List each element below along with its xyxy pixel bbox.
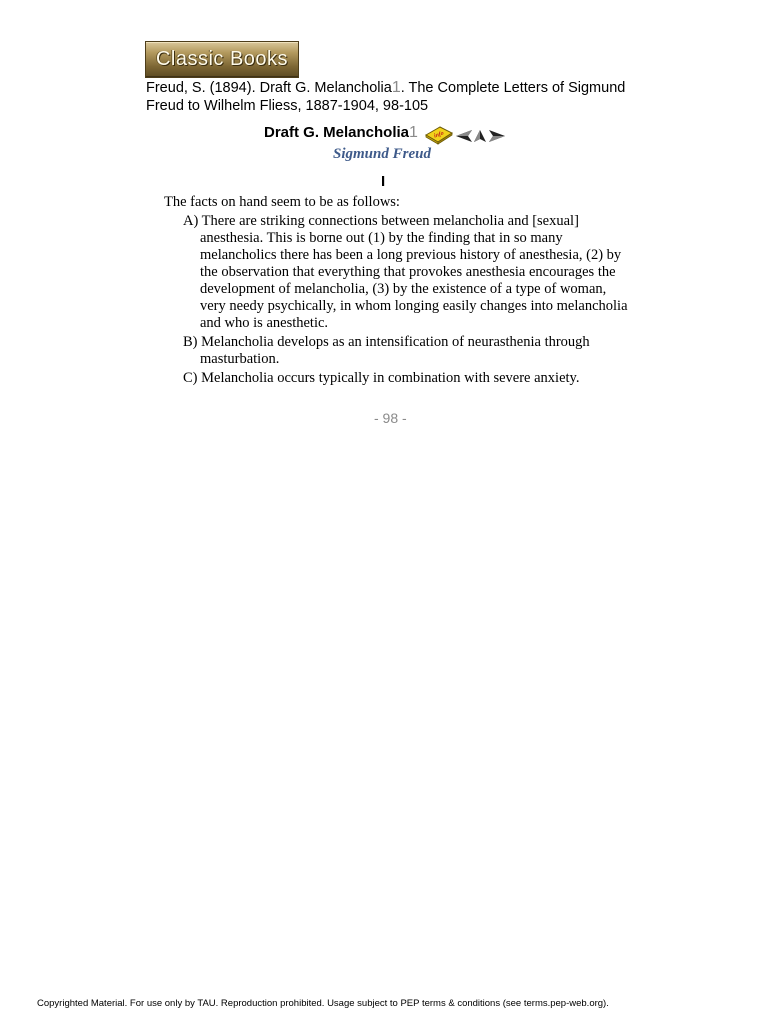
author-name[interactable]: Sigmund Freud [333, 146, 431, 162]
classic-books-banner[interactable] [145, 41, 299, 78]
intro-paragraph: The facts on hand seem to be as follows: [164, 194, 400, 210]
body-text [164, 194, 634, 389]
info-book-icon[interactable] [424, 123, 454, 145]
up-arrow-icon[interactable] [474, 130, 486, 142]
title-row [0, 123, 768, 145]
citation [146, 79, 646, 115]
list-item-b: B) Melancholia develops as an intensification of neurasthenia through masturbation. [183, 334, 590, 367]
previous-arrow-icon[interactable] [456, 130, 473, 142]
page-number-text: - 98 - [374, 410, 407, 426]
banner-label: Classic Books [155, 48, 289, 70]
article-title [264, 124, 418, 142]
title-footnote-link[interactable]: 1 [409, 124, 418, 141]
citation-text-before: Freud, S. (1894). Draft G. Melancholia [146, 80, 392, 96]
info-label: info [433, 130, 445, 140]
section-heading: I [381, 173, 386, 190]
list-item-c: C) Melancholia occurs typically in combination with severe anxiety. [183, 370, 580, 386]
article-title-text: Draft G. Melancholia [264, 124, 410, 141]
next-arrow-icon[interactable] [488, 130, 505, 142]
citation-footnote-link[interactable]: 1 [391, 79, 401, 96]
citation-text-after: . The Complete Letters of Sigmund Freud to Wilhelm Fliess, 1887-1904, 98-105 [146, 80, 626, 114]
copyright-footer: Copyrighted Material. For use only by TAU. Reproduction prohibited. Usage subject to PEP terms & conditions (see terms.pep-web.org). [37, 998, 609, 1009]
list-item-a: A) There are striking connections between melancholia and [sexual] anesthesia. This is borne out (1) by the finding that in so many melancholics there has been a long previous history of anesthesia, (2) by the observation that everything that provokes anesthesia encourages the development of melancholia, (3) by the existence of a type of woman, very needy psychically, in whom longing easily changes into melancholia and who is anesthetic. [183, 213, 628, 331]
